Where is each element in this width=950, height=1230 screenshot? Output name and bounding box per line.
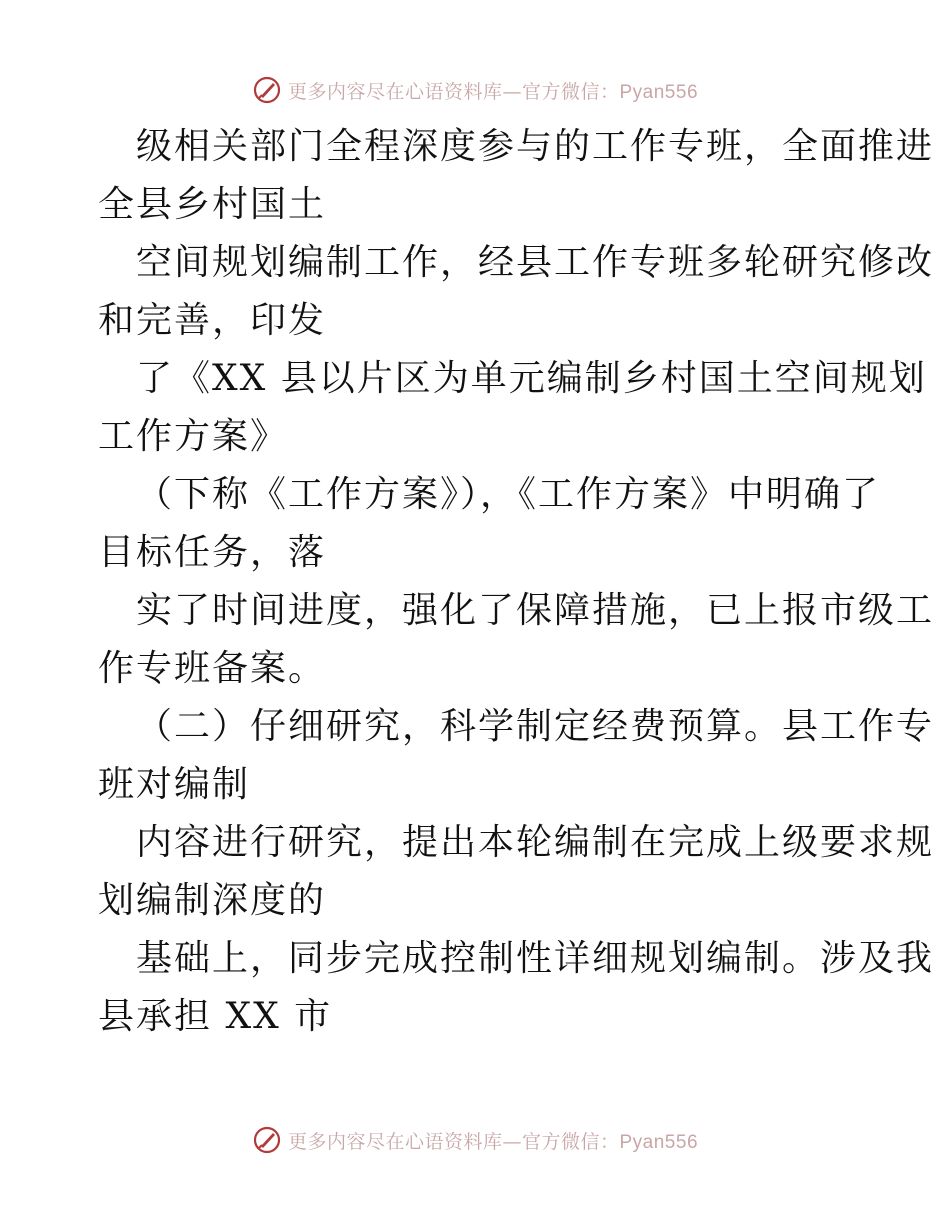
watermark-text: 更多内容尽在心语资料库—官方微信：Pyan556	[287, 80, 699, 103]
text-line-12: 班对编制	[98, 764, 251, 805]
text-line-7: （下称《工作方案》），《工作方案》中明确了	[136, 474, 881, 515]
document-body	[98, 118, 935, 1046]
text-line-15: 基础上，同步完成控制性详细规划编制。涉及我	[136, 938, 935, 979]
text-line-8: 目标任务，落	[98, 532, 327, 573]
text-line-5: 了《XX 县以片区为单元编制乡村国土空间规划	[136, 358, 927, 399]
text-line-14: 划编制深度的	[98, 880, 327, 921]
text-line-16: 县承担 XX 市	[98, 996, 333, 1037]
footer-watermark	[0, 1120, 950, 1160]
text-line-3: 空间规划编制工作，经县工作专班多轮研究修改	[136, 242, 935, 283]
text-line-9: 实了时间进度，强化了保障措施，已上报市级工	[136, 590, 935, 631]
text-line-10: 作专班备案。	[98, 648, 327, 689]
text-line-6: 工作方案》	[98, 416, 289, 457]
quill-circle-icon	[252, 75, 282, 105]
text-line-2: 全县乡村国土	[98, 184, 327, 225]
watermark-text: 更多内容尽在心语资料库—官方微信：Pyan556	[287, 1130, 699, 1153]
quill-circle-icon	[252, 1125, 282, 1155]
text-line-13: 内容进行研究，提出本轮编制在完成上级要求规	[136, 822, 935, 863]
text-line-1: 级相关部门全程深度参与的工作专班，全面推进	[136, 126, 935, 167]
text-line-11: （二）仔细研究，科学制定经费预算。县工作专	[136, 706, 935, 747]
header-watermark	[0, 70, 950, 110]
text-line-4: 和完善，印发	[98, 300, 327, 341]
